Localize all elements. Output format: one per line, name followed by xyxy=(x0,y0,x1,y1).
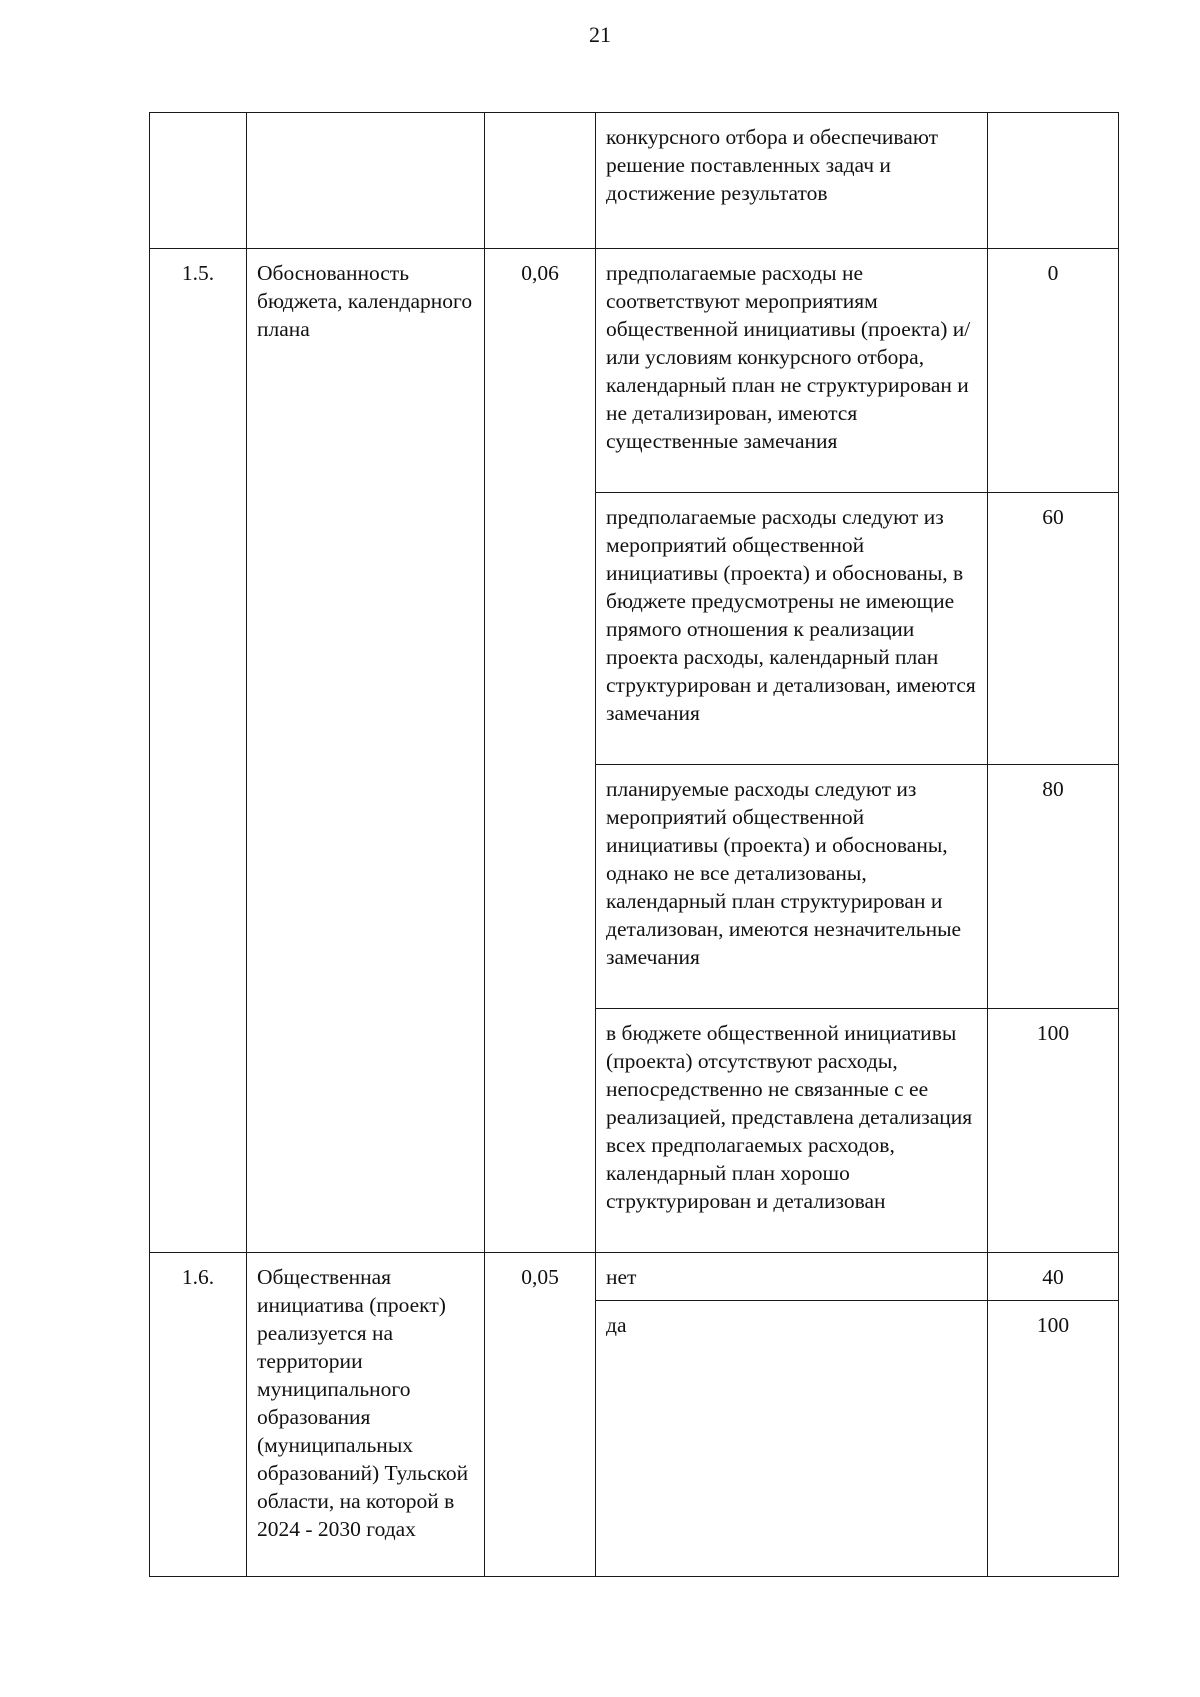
option-description: предполагаемые расходы следуют из мероприятий общественной инициативы (проекта) и обоснованы, в бюджете предусмотрены не имеющие прямого отношения к реализации проекта расходы, календарный план структурирован и детализован, имеются замечания xyxy=(596,493,988,765)
option-score: 60 xyxy=(988,493,1119,765)
option-description: в бюджете общественной инициативы (проекта) отсутствуют расходы, непосредственно не связанные с ее реализацией, представлена детализация всех предполагаемых расходов, календарный план хорошо структурирован и детализован xyxy=(596,1009,988,1253)
option-score: 100 xyxy=(988,1301,1119,1577)
option-description: да xyxy=(596,1301,988,1577)
option-score: 80 xyxy=(988,765,1119,1009)
table-row xyxy=(150,1253,1119,1301)
criterion-weight: 0,05 xyxy=(485,1253,596,1577)
criterion-number: 1.6. xyxy=(150,1253,247,1577)
table-row xyxy=(150,249,1119,493)
option-score xyxy=(988,113,1119,249)
option-description: конкурсного отбора и обеспечивают решение поставленных задач и достижение результатов xyxy=(596,113,988,249)
table-row xyxy=(150,113,1119,249)
option-score: 100 xyxy=(988,1009,1119,1253)
criterion-number-cell xyxy=(150,113,247,249)
page-number: 21 xyxy=(589,22,611,47)
criterion-name-cell xyxy=(247,113,485,249)
criterion-weight: 0,06 xyxy=(485,249,596,1253)
option-description: предполагаемые расходы не соответствуют мероприятиям общественной инициативы (проекта) и/или условиям конкурсного отбора, календарный план не структурирован и не детализирован, имеются существенные замечания xyxy=(596,249,988,493)
criteria-table xyxy=(149,112,1119,1577)
criterion-weight-cell xyxy=(485,113,596,249)
option-description: нет xyxy=(596,1253,988,1301)
option-score: 40 xyxy=(988,1253,1119,1301)
option-description: планируемые расходы следуют из мероприятий общественной инициативы (проекта) и обоснованы, однако не все детализованы, календарный план структурирован и детализован, имеются незначительные замечания xyxy=(596,765,988,1009)
criterion-name: Общественная инициатива (проект) реализуется на территории муниципального образования (муниципальных образований) Тульской области, на которой в 2024 - 2030 годах xyxy=(247,1253,485,1577)
option-score: 0 xyxy=(988,249,1119,493)
criterion-number: 1.5. xyxy=(150,249,247,1253)
criterion-name: Обоснованность бюджета, календарного плана xyxy=(247,249,485,1253)
